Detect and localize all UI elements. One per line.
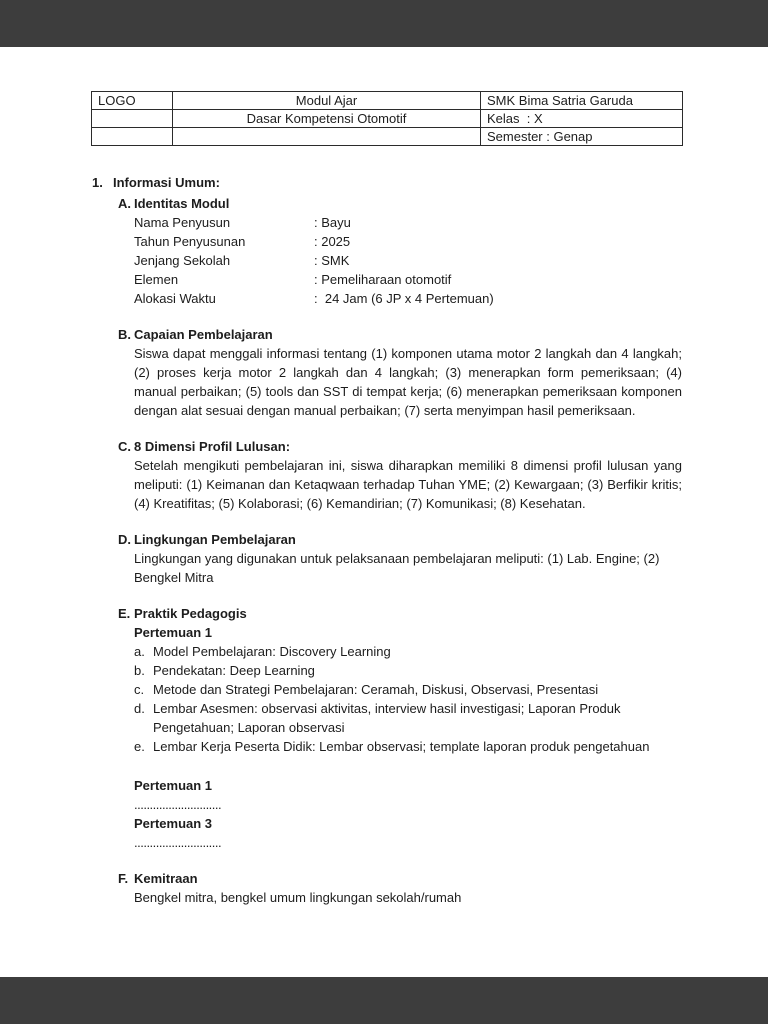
section-letter: C. — [118, 439, 131, 454]
list-item-letter: a. — [134, 644, 145, 659]
section-body — [134, 869, 682, 907]
section-paragraph: Setelah mengikuti pembelajaran ini, siswa diharapkan memiliki 8 dimensi profil lulusan yang meliputi: (1) Keimanan dan Ketaqwaan terhadap Tuhan YME; (2) Kewargaan; (3) Berfikir kritis; (4) Kreatifitas; (5) Kolaborasi; (6) Kemandirian; (7) Komunikasi; (8) Kesehatan. — [134, 458, 682, 511]
section-paragraph: Lingkungan yang digunakan untuk pelaksanaan pembelajaran meliputi: (1) Lab. Engine; (2) Bengkel Mitra — [134, 551, 660, 585]
section-kemitraan — [118, 869, 682, 907]
section-body — [134, 325, 682, 420]
field-value: : Bayu — [314, 215, 351, 230]
field-label: Elemen — [134, 272, 179, 287]
meeting-placeholder-heading: Pertemuan 1 — [134, 778, 213, 793]
top-letterbox-bar — [0, 0, 768, 47]
section-title: Identitas Modul — [134, 196, 230, 211]
section-title: Capaian Pembelajaran — [134, 327, 273, 342]
list-item-letter: c. — [134, 682, 145, 697]
module-title-cell: Modul Ajar — [173, 92, 481, 110]
section-paragraph: Bengkel mitra, bengkel umum lingkungan sekolah/rumah — [134, 890, 462, 905]
empty-cell — [92, 128, 173, 146]
field-elemen — [134, 270, 682, 289]
field-jenjang-sekolah — [134, 251, 682, 270]
document-body — [92, 173, 682, 907]
list-item-letter: b. — [134, 663, 145, 678]
placeholder-dots: ............................ — [134, 797, 222, 812]
section-capaian-pembelajaran — [118, 325, 682, 420]
list-item-text: Metode dan Strategi Pembelajaran: Ceramah, Diskusi, Observasi, Presentasi — [153, 682, 599, 697]
field-alokasi-waktu — [134, 289, 682, 308]
list-item-text: Pendekatan: Deep Learning — [153, 663, 315, 678]
section-identitas-modul — [118, 194, 682, 308]
meeting-placeholder-heading: Pertemuan 3 — [134, 816, 213, 831]
list-item-text: Lembar Asesmen: observasi aktivitas, interview hasil investigasi; Laporan Produk Pengetahuan; Laporan observasi — [153, 701, 621, 735]
bottom-letterbox-bar — [0, 977, 768, 1024]
semester-cell: Semester : Genap — [481, 128, 683, 146]
placeholder-dots: ............................ — [134, 835, 222, 850]
list-item — [134, 642, 682, 661]
field-label: Nama Penyusun — [134, 215, 231, 230]
section-letter: A. — [118, 196, 131, 211]
section-lingkungan-pembelajaran — [118, 530, 682, 587]
field-label: Tahun Penyusunan — [134, 234, 246, 249]
section-title: 8 Dimensi Profil Lulusan: — [134, 439, 291, 454]
field-label: Alokasi Waktu — [134, 291, 216, 306]
section-paragraph: Siswa dapat menggali informasi tentang (1) komponen utama motor 2 langkah dan 4 langkah; (2) proses kerja motor 2 langkah dan 4 langkah; (3) menerapkan form pemeriksaan; (4) manual perbaikan; (5) tools dan SST di tempat kerja; (6) menerapkan pemeriksaan komponen dengan alat sesuai dengan manual perbaikan; (7) serta menyimpan hasil pemeriksaan. — [134, 346, 682, 418]
class-cell: Kelas : X — [481, 110, 683, 128]
subject-cell: Dasar Kompetensi Otomotif — [173, 110, 481, 128]
logo-cell: LOGO — [92, 92, 173, 110]
field-nama-penyusun — [134, 213, 682, 232]
list-item-letter: e. — [134, 739, 145, 754]
section-body — [134, 437, 682, 513]
section-title: Praktik Pedagogis — [134, 606, 247, 621]
outline-title: Informasi Umum: — [113, 175, 220, 190]
empty-cell — [173, 128, 481, 146]
section-title: Kemitraan — [134, 871, 198, 886]
section-body — [134, 194, 682, 308]
list-item-letter: d. — [134, 701, 145, 716]
section-letter: D. — [118, 532, 131, 547]
field-label: Jenjang Sekolah — [134, 253, 231, 268]
meeting-placeholders — [134, 776, 682, 852]
list-item — [134, 699, 682, 737]
list-item — [134, 661, 682, 680]
list-item-text: Model Pembelajaran: Discovery Learning — [153, 644, 391, 659]
section-body — [134, 530, 682, 587]
header-row-1 — [92, 92, 683, 110]
section-praktik-pedagogis — [118, 604, 682, 852]
meeting-heading: Pertemuan 1 — [134, 625, 213, 640]
empty-cell — [92, 110, 173, 128]
list-item — [134, 737, 682, 756]
section-letter: E. — [118, 606, 131, 621]
list-item — [134, 680, 682, 699]
field-value: : SMK — [314, 253, 350, 268]
header-row-3 — [92, 128, 683, 146]
outline-heading — [92, 173, 682, 192]
section-letter: F. — [118, 871, 129, 886]
document-page — [0, 47, 768, 977]
list-item-text: Lembar Kerja Peserta Didik: Lembar observasi; template laporan produk pengetahuan — [153, 739, 650, 754]
field-value: : 2025 — [314, 234, 351, 249]
field-tahun-penyusunan — [134, 232, 682, 251]
document-header-table — [91, 91, 683, 146]
header-row-2 — [92, 110, 683, 128]
section-letter: B. — [118, 327, 131, 342]
school-name-cell: SMK Bima Satria Garuda — [481, 92, 683, 110]
section-title: Lingkungan Pembelajaran — [134, 532, 296, 547]
field-value: : 24 Jam (6 JP x 4 Pertemuan) — [314, 291, 494, 306]
section-dimensi-profil-lulusan — [118, 437, 682, 513]
section-body — [134, 604, 682, 852]
field-value: : Pemeliharaan otomotif — [314, 272, 452, 287]
outline-number: 1. — [92, 175, 103, 190]
